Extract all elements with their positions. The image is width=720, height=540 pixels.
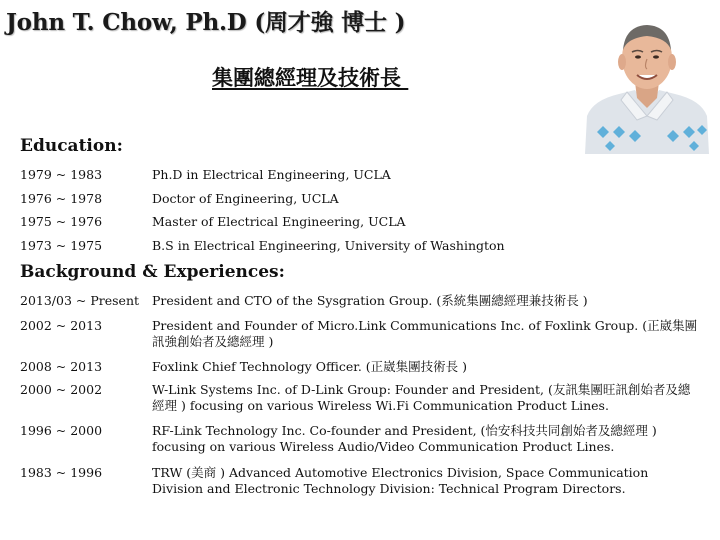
- education-description: Doctor of Engineering, UCLA: [152, 191, 339, 206]
- portrait-illustration: [583, 12, 711, 154]
- experience-period: 1996 ~ 2000: [20, 423, 103, 438]
- education-period: 1979 ~ 1983: [20, 167, 103, 182]
- experience-period: 2013/03 ~ Present: [20, 293, 140, 308]
- profile-name-title: John T. Chow, Ph.D (周才強 博士 ): [6, 9, 406, 36]
- profile-photo: [583, 12, 711, 154]
- experience-period: 2000 ~ 2002: [20, 382, 103, 397]
- experience-description: W-Link Systems Inc. of D-Link Group: Founder and President, (友訊集團旺訊創始者及總經理 ) focusing on various Wireless Wi.Fi Communication Product Lines.: [152, 382, 691, 413]
- job-title-heading: 集團總經理及技術長: [212, 66, 409, 90]
- education-description: Ph.D in Electrical Engineering, UCLA: [152, 167, 391, 182]
- experience-heading: Background & Experiences:: [20, 262, 285, 282]
- experience-description: President and Founder of Micro.Link Communications Inc. of Foxlink Group. (正崴集團訊強創始者及總經理 ): [152, 318, 698, 349]
- experience-period: 2008 ~ 2013: [20, 359, 103, 374]
- education-period: 1976 ~ 1978: [20, 191, 103, 206]
- experience-period: 2002 ~ 2013: [20, 318, 103, 333]
- experience-description: Foxlink Chief Technology Officer. (正崴集團技術長 ): [152, 359, 468, 374]
- experience-description: TRW (美商 ) Advanced Automotive Electronics Division, Space Communication Division and Electronic Technology Division: Technical Program Directors.: [152, 465, 649, 496]
- experience-description: RF-Link Technology Inc. Co-founder and President, (怡安科技共同創始者及總經理 ) focusing on various Wireless Audio/Video Communication Product Lines.: [152, 423, 657, 454]
- education-period: 1973 ~ 1975: [20, 238, 103, 253]
- education-heading: Education:: [20, 136, 123, 156]
- experience-description: President and CTO of the Sysgration Group. (系統集團總經理兼技術長 ): [152, 293, 588, 308]
- education-description: B.S in Electrical Engineering, University of Washington: [152, 238, 505, 253]
- education-description: Master of Electrical Engineering, UCLA: [152, 214, 406, 229]
- education-period: 1975 ~ 1976: [20, 214, 103, 229]
- experience-period: 1983 ~ 1996: [20, 465, 103, 480]
